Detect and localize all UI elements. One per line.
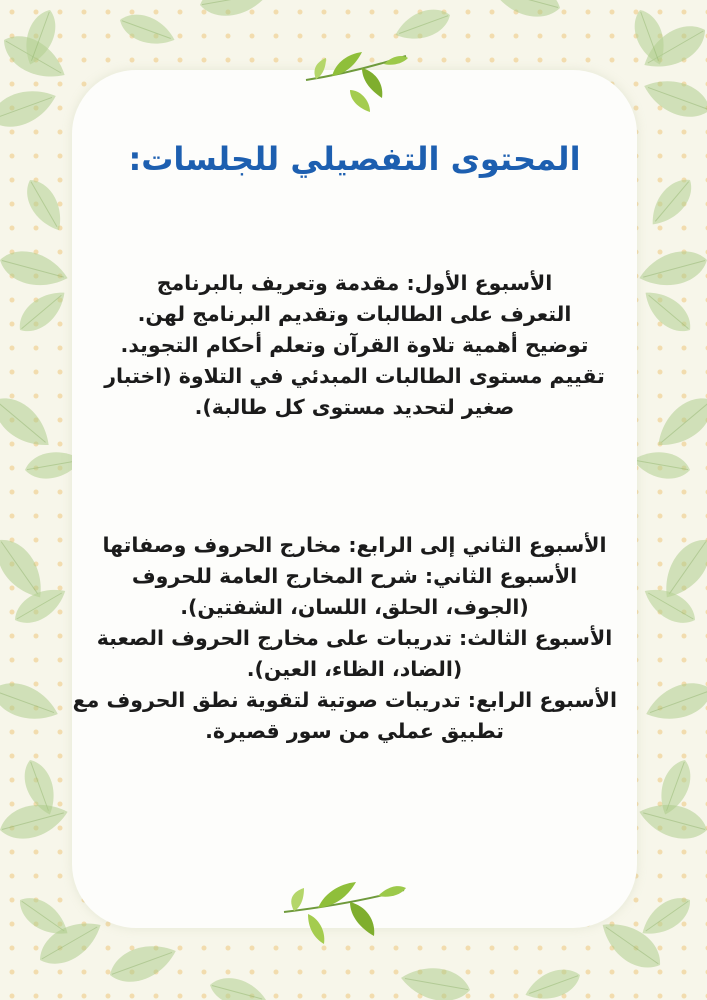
content-line: صغير لتحديد مستوى كل طالبة). — [194, 395, 515, 419]
weeks-two-to-four-section — [72, 530, 617, 747]
leaf-sprig-bottom-icon — [278, 872, 408, 948]
week-one-section — [92, 268, 617, 423]
content-line: تقييم مستوى الطالبات المبدئي في التلاوة (اختبار — [104, 364, 605, 388]
page-title: المحتوى التفصيلي للجلسات: — [128, 140, 581, 178]
weeks-two-to-four-heading: الأسبوع الثاني إلى الرابع: مخارج الحروف وصفاتها — [102, 533, 607, 557]
leaf-sprig-top-icon — [302, 46, 410, 114]
content-card — [72, 70, 637, 928]
content-line: (الجوف، الحلق، اللسان، الشفتين). — [180, 595, 529, 619]
content-line: توضيح أهمية تلاوة القرآن وتعلم أحكام التجويد. — [120, 333, 589, 357]
content-line: التعرف على الطالبات وتقديم البرنامج لهن. — [137, 302, 572, 326]
content-line: (الضاد، الظاء، العين). — [246, 657, 463, 681]
content-line: الأسبوع الرابع: تدريبات صوتية لتقوية نطق الحروف مع — [72, 688, 617, 712]
content-line: الأسبوع الثاني: شرح المخارج العامة للحروف — [131, 564, 578, 588]
content-line: تطبيق عملي من سور قصيرة. — [205, 719, 504, 743]
week-one-heading: الأسبوع الأول: مقدمة وتعريف بالبرنامج — [156, 271, 553, 295]
content-line: الأسبوع الثالث: تدريبات على مخارج الحروف الصعبة — [96, 626, 613, 650]
